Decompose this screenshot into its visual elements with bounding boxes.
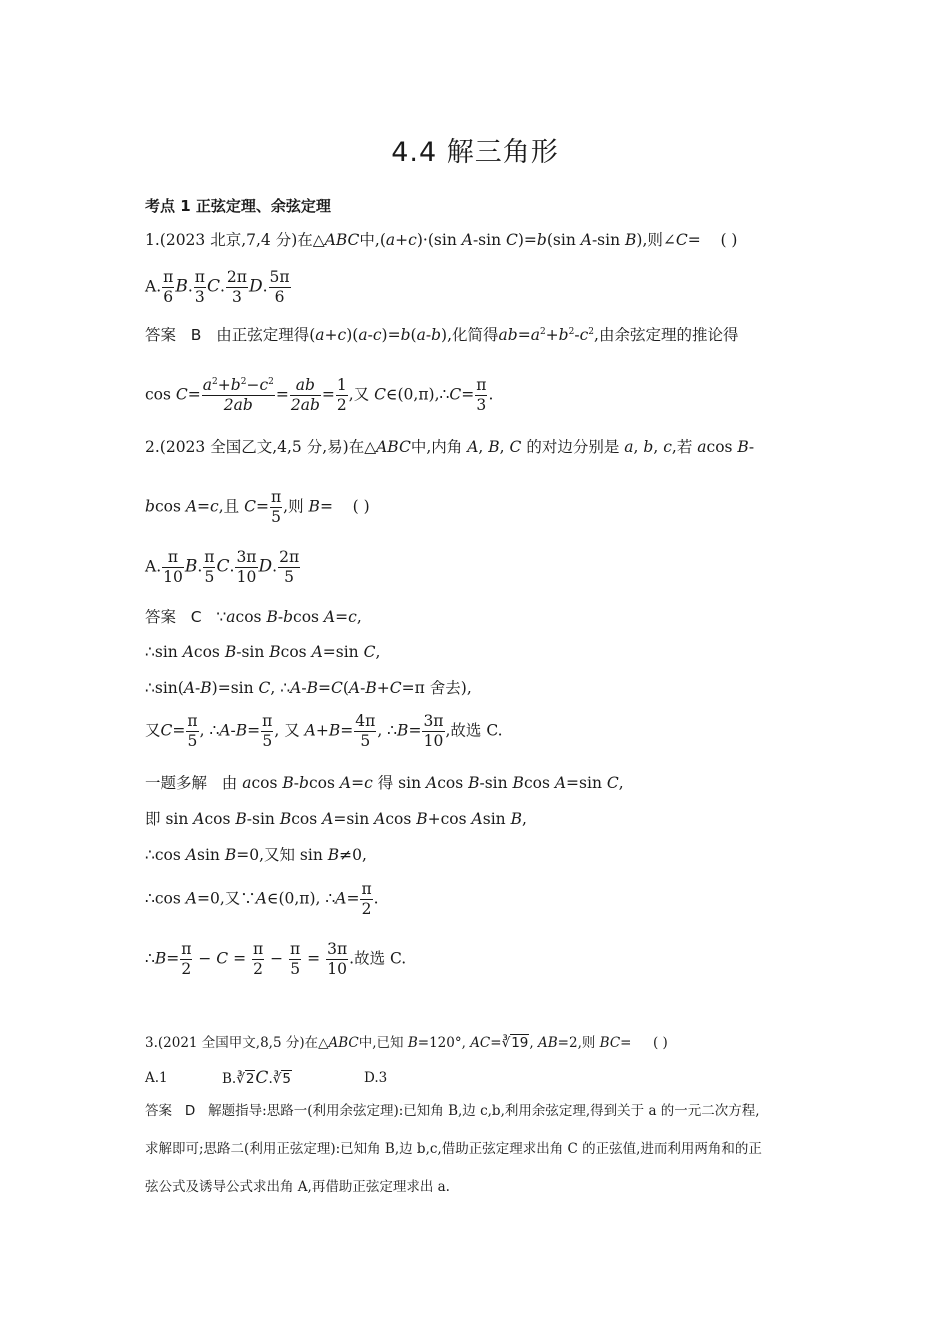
- q3-stem: 3.(2021 全国甲文,8,5 分)在△ABC中,已知 B=120°, AC=∛19, AB=2,则 BC= ( ): [145, 1035, 668, 1051]
- q2-alt-5: ∴B= $\frac{\pi}{2}$ − C = $\frac{\pi}{2}$ − $\frac{\pi}{5}$ = $\frac{3\pi}{10}$ .故选 C.: [145, 940, 407, 978]
- q2-stem-2: bcos A=c,且 C= $\frac{\pi}{5}$ ,则 B= ( ): [145, 488, 370, 526]
- q3-answer-line-2: 求解即可;思路二(利用正弦定理):已知角 B,边 b,c,借助正弦定理求出角 C 的正弦值,进而利用两角和的正: [145, 1141, 762, 1157]
- q2-alt-1: 一题多解 由 acos B-bcos A=c 得 sin Acos B-sin Bcos A=sin C,: [145, 774, 624, 792]
- q2-alt-4: ∴cos A=0,又∵A∈(0,π), ∴A= $\frac{\pi}{2}$ .: [145, 880, 379, 918]
- q3-answer-line-3: 弦公式及诱导公式求出角 A,再借助正弦定理求出 a.: [145, 1179, 450, 1195]
- section-heading: 考点 1 正弦定理、余弦定理: [145, 197, 331, 215]
- q3-answer-line-1: 答案 D 解题指导:思路一(利用余弦定理):已知角 B,边 c,b,利用余弦定理,得到关于 a 的一元二次方程,: [145, 1103, 760, 1119]
- q2-solution-2: ∴sin(A-B)=sin C, ∴A-B=C(A-B+C=π 舍去),: [145, 679, 472, 697]
- q3-option-a: A.1: [145, 1070, 168, 1086]
- q2-solution-3: 又C= $\frac{\pi}{5}$ , ∴A-B= $\frac{\pi}{5}$ , 又 A+B= $\frac{4\pi}{5}$ , ∴B= $\frac{3\pi}{10}$ ,故选 C.: [145, 712, 503, 750]
- page-title: 4.4 解三角形: [391, 137, 559, 168]
- q2-solution-1: ∴sin Acos B-sin Bcos A=sin C,: [145, 643, 381, 661]
- q2-alt-2: 即 sin Acos B-sin Bcos A=sin Acos B+cos Asin B,: [145, 810, 527, 828]
- q2-stem-1: 2.(2023 全国乙文,4,5 分,易)在△ABC中,内角 A, B, C 的对边分别是 a, b, c,若 acos B-: [145, 438, 755, 456]
- q2-answer: 答案 C ∵acos B-bcos A=c,: [145, 608, 362, 626]
- q1-answer-formula: cos C= $\frac{a^2+b^2-c^2}{2ab}$ = $\frac{ab}{2ab}$ = $\frac{1}{2}$ ,又 C∈(0,π),∴C= $\frac{\pi}{3}$ .: [145, 376, 494, 414]
- q1-answer: 答案 B 由正弦定理得(a+c)(a-c)=b(a-b),化简得$ab=a^2+b^2-c^2$,由余弦定理的推论得: [145, 326, 739, 344]
- q1-options: A. $\frac{\pi}{6}$ B. $\frac{\pi}{3}$ C. $\frac{2\pi}{3}$ D. $\frac{5\pi}{6}$: [145, 268, 290, 306]
- q3-option-bc: B.∛2C.∛5: [222, 1068, 291, 1088]
- q2-options: A. $\frac{\pi}{10}$ B. $\frac{\pi}{5}$ C. $\frac{3\pi}{10}$ D. $\frac{2\pi}{5}$: [145, 548, 300, 586]
- q1-stem: 1.(2023 北京,7,4 分)在△ABC中,(a+c)·(sin A-sin C)=b(sin A-sin B),则∠C= ( ): [145, 231, 738, 249]
- q2-alt-3: ∴cos Asin B=0,又知 sin B≠0,: [145, 846, 367, 864]
- q3-option-d: D.3: [364, 1070, 388, 1086]
